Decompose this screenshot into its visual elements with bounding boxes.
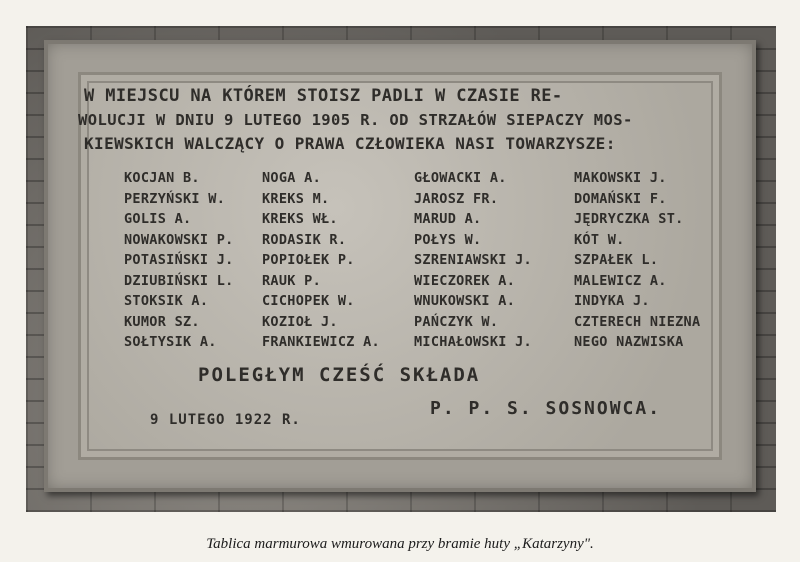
- headline-line: W MIEJSCU NA KTÓREM STOISZ PADLI W CZASIE RE-: [84, 86, 563, 106]
- name-entry: POPIOŁEK P.: [262, 252, 355, 268]
- name-entry: STOKSIK A.: [124, 293, 209, 309]
- name-entry: RAUK P.: [262, 272, 321, 289]
- name-entry: PAŃCZYK W.: [414, 313, 499, 330]
- names-column-1: [124, 168, 234, 353]
- tribute-line: POLEGŁYM CZEŚĆ SKŁADA: [198, 364, 481, 386]
- name-entry: JAROSZ FR.: [414, 190, 499, 207]
- name-entry: MICHAŁOWSKI J.: [414, 334, 532, 350]
- name-entry: KREKS M.: [262, 190, 330, 207]
- name-entry: NOWAKOWSKI P.: [124, 231, 234, 248]
- plaque-photo: [26, 26, 776, 512]
- name-entry: CZTERECH NIEZNA: [574, 313, 701, 330]
- headline-line: WOLUCJI W DNIU 9 LUTEGO 1905 R. OD STRZAŁÓW SIEPACZY MOS-: [78, 111, 633, 129]
- name-entry: KOZIOŁ J.: [262, 313, 338, 330]
- plaque-headline: [78, 84, 684, 156]
- name-entry: GOLIS A.: [124, 211, 192, 227]
- name-entry: DZIUBIŃSKI L.: [124, 272, 234, 289]
- name-entry: DOMAŃSKI F.: [574, 190, 667, 207]
- name-entry: WIECZOREK A.: [414, 272, 516, 289]
- name-entry: RODASIK R.: [262, 231, 347, 248]
- name-entry: POŁYS W.: [414, 231, 482, 248]
- name-entry: MALEWICZ A.: [574, 272, 667, 289]
- name-entry: SZPAŁEK L.: [574, 252, 659, 268]
- headline-line: KIEWSKICH WALCZĄCY O PRAWA CZŁOWIEKA NASI TOWARZYSZE:: [84, 134, 616, 153]
- plaque-date: 9 LUTEGO 1922 R.: [150, 412, 301, 428]
- name-entry: NEGO NAZWISKA: [574, 334, 684, 350]
- organization-signature: P. P. S. SOSNOWCA.: [430, 398, 662, 419]
- name-entry: GŁOWACKI A.: [414, 170, 507, 186]
- name-entry: MAKOWSKI J.: [574, 170, 667, 186]
- name-entry: MARUD A.: [414, 211, 482, 227]
- name-entry: POTASIŃSKI J.: [124, 252, 234, 268]
- name-entry: KOCJAN B.: [124, 170, 200, 186]
- name-entry: NOGA A.: [262, 170, 321, 186]
- names-column-3: [414, 168, 532, 353]
- name-entry: KÓT W.: [574, 231, 625, 248]
- name-entry: KREKS WŁ.: [262, 211, 338, 227]
- name-entry: FRANKIEWICZ A.: [262, 334, 380, 350]
- name-entry: JĘDRYCZKA ST.: [574, 211, 684, 227]
- name-entry: WNUKOWSKI A.: [414, 293, 516, 309]
- name-entry: PERZYŃSKI W.: [124, 190, 226, 207]
- name-entry: SZRENIAWSKI J.: [414, 252, 532, 268]
- name-entry: KUMOR SZ.: [124, 313, 200, 330]
- name-entry: CICHOPEK W.: [262, 293, 355, 309]
- names-column-2: [262, 168, 380, 353]
- photo-caption: Tablica marmurowa wmurowana przy bramie huty „Katarzyny".: [206, 536, 594, 552]
- name-entry: INDYKA J.: [574, 293, 650, 309]
- name-entry: SOŁTYSIK A.: [124, 334, 217, 350]
- names-column-4: [574, 168, 700, 353]
